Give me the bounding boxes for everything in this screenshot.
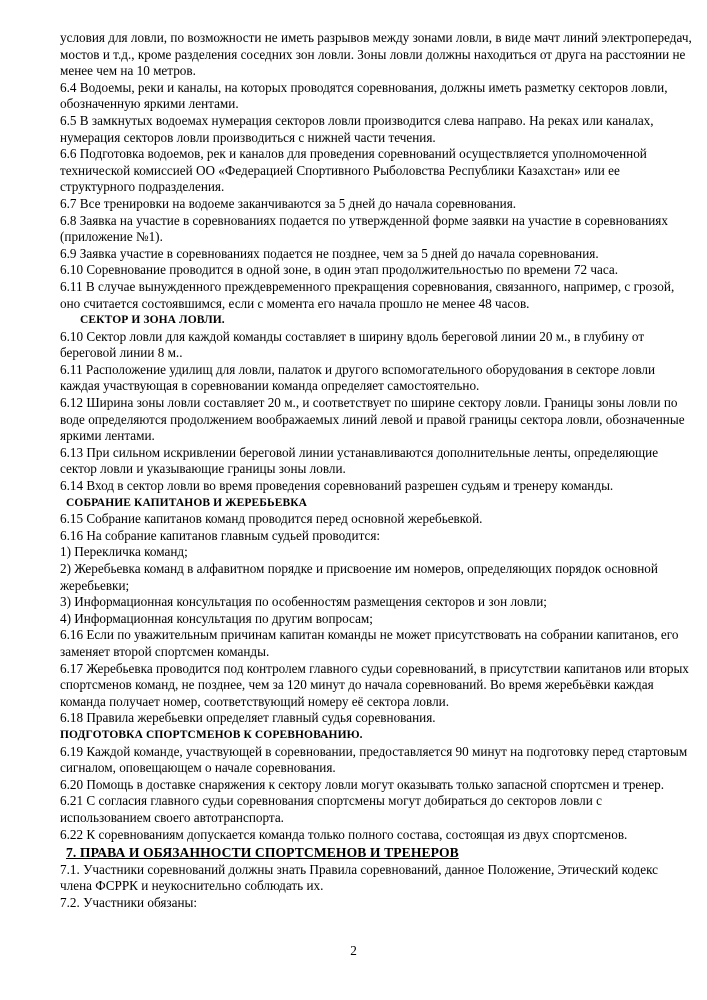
paragraph-6-22: 6.22 К соревнованиям допускается команда только полного состава, состоящая из двух спортсменов. [60, 826, 628, 842]
document-body [60, 30, 692, 911]
paragraph-6-14: 6.14 Вход в сектор ловли во время проведения соревнований разрешен судьям и тренеру команды. [60, 478, 614, 494]
list-item-4: 4) Информационная консультация по другим вопросам; [60, 610, 373, 626]
paragraph-6-21: 6.21 С согласия главного судьи соревнования спортсмены могут добираться до секторов ловли с использованием своего автотранспорта. [60, 793, 602, 825]
page-number: 2 [350, 943, 357, 958]
paragraph-7-1: 7.1. Участники соревнований должны знать Правила соревнований, данное Положение, Этический кодекс члена ФСРРК и неукоснительно соблюдать их. [60, 861, 659, 894]
paragraph-6-10: 6.10 Соревнование проводится в одной зоне, в один этап продолжительностью по времени 72 часа. [60, 262, 619, 278]
paragraph-6-7: 6.7 Все тренировки на водоеме заканчиваются за 5 дней до начала соревнования. [60, 195, 517, 211]
paragraph-6-18: 6.18 Правила жеребьевки определяет главный судья соревнования. [60, 710, 436, 726]
heading-sector-and-zone: СЕКТОР И ЗОНА ЛОВЛИ. [80, 314, 225, 327]
paragraph-6-16-replacement: 6.16 Если по уважительным причинам капитан команды не может присутствовать на собрании капитанов, его заменяет второй спортсмен команды. [60, 627, 679, 659]
paragraph-6-13: 6.13 При сильном искривлении береговой линии устанавливаются дополнительные ленты, определяющие сектор ловли и указывающие границы зоны ловли. [60, 444, 659, 477]
list-item-1: 1) Перекличка команд; [60, 544, 188, 560]
paragraph-6-4: 6.4 Водоемы, реки и каналы, на которых проводятся соревнования, должны иметь разметку секторов ловли, обозначенную яркими лентами. [60, 79, 668, 112]
paragraph-6-15: 6.15 Собрание капитанов команд проводится перед основной жеребьевкой. [60, 511, 483, 527]
paragraph-6-12: 6.12 Ширина зоны ловли составляет 20 м., и соответствует по ширине сектору ловли. Границы зоны ловли по воде определяются продолжением воображаемых линий левой и правой границы сектора ловли, обозначенные яркими лентами. [60, 395, 685, 444]
paragraph-6-16: 6.16 На собрание капитанов главным судьей проводится: [60, 527, 381, 543]
paragraph-zones-continuation: условия для ловли, по возможности не иметь разрывов между зонами ловли, в виде мачт линий электропередач, мостов и т.д., кроме разделения соседних зон ловли. Зоны ловли должны находиться от друга на расстоянии не менее чем на 10 метров. [60, 30, 692, 79]
paragraph-6-11-equipment: 6.11 Расположение удилищ для ловли, палаток и другого вспомогательного оборудования в секторе ловли каждая участвующая в соревновании команда определяет самостоятельно. [60, 361, 656, 394]
paragraph-6-19: 6.19 Каждой команде, участвующей в соревновании, предоставляется 90 минут на подготовку перед стартовым сигналом, оповещающем о начале соревнования. [60, 743, 688, 776]
paragraph-6-11: 6.11 В случае вынужденного преждевременного прекращения соревнования, связанного, например, с грозой, оно считается состоявшимся, если с момента его начала прошло не менее 48 часов. [60, 278, 675, 311]
paragraph-7-2: 7.2. Участники обязаны: [60, 894, 198, 910]
paragraph-6-5: 6.5 В замкнутых водоемах нумерация секторов ловли производится слева направо. На реках или каналах, нумерация секторов ловли производиться с нижней части течения. [60, 112, 654, 145]
paragraph-6-17: 6.17 Жеребьевка проводится под контролем главного судьи соревнований, в присутствии капитанов или вторых спортсменов команд, не позднее, чем за 120 минут до начала соревнований. Во время жеребьёвки каждая команда получает номер, соответствующий номеру её сектора ловли. [60, 660, 689, 709]
list-item-3: 3) Информационная консультация по особенностям размещения секторов и зон ловли; [60, 594, 547, 610]
heading-captains-meeting: СОБРАНИЕ КАПИТАНОВ И ЖЕРЕБЬЕВКА [66, 496, 308, 509]
paragraph-6-8: 6.8 Заявка на участие в соревнованиях подается по утвержденной форме заявки на участие в соревнованиях (приложение №1). [60, 212, 668, 245]
section-title-7: 7. ПРАВА И ОБЯЗАННОСТИ СПОРТСМЕНОВ И ТРЕНЕРОВ [66, 845, 459, 861]
list-item-2: 2) Жеребьевка команд в алфавитном порядке и присвоение им номеров, определяющих порядок основной жеребьевки; [60, 561, 658, 593]
heading-athlete-preparation: ПОДГОТОВКА СПОРТСМЕНОВ К СОРЕВНОВАНИЮ. [60, 728, 363, 741]
paragraph-6-9: 6.9 Заявка участие в соревнованиях подается не позднее, чем за 5 дней до начала соревнования. [60, 245, 599, 261]
paragraph-6-6: 6.6 Подготовка водоемов, рек и каналов для проведения соревнований осуществляется уполномоченной технической комиссией ОО «Федерацией Спортивного Рыболовства Республики Казахстан» или ее структурного подразделения. [60, 146, 647, 195]
paragraph-6-10-sector: 6.10 Сектор ловли для каждой команды составляет в ширину вдоль береговой линии 20 м., в глубину от береговой линии 8 м.. [60, 328, 645, 361]
paragraph-6-20: 6.20 Помощь в доставке снаряжения к сектору ловли могут оказывать только запасной спортсмен и тренер. [60, 776, 665, 792]
